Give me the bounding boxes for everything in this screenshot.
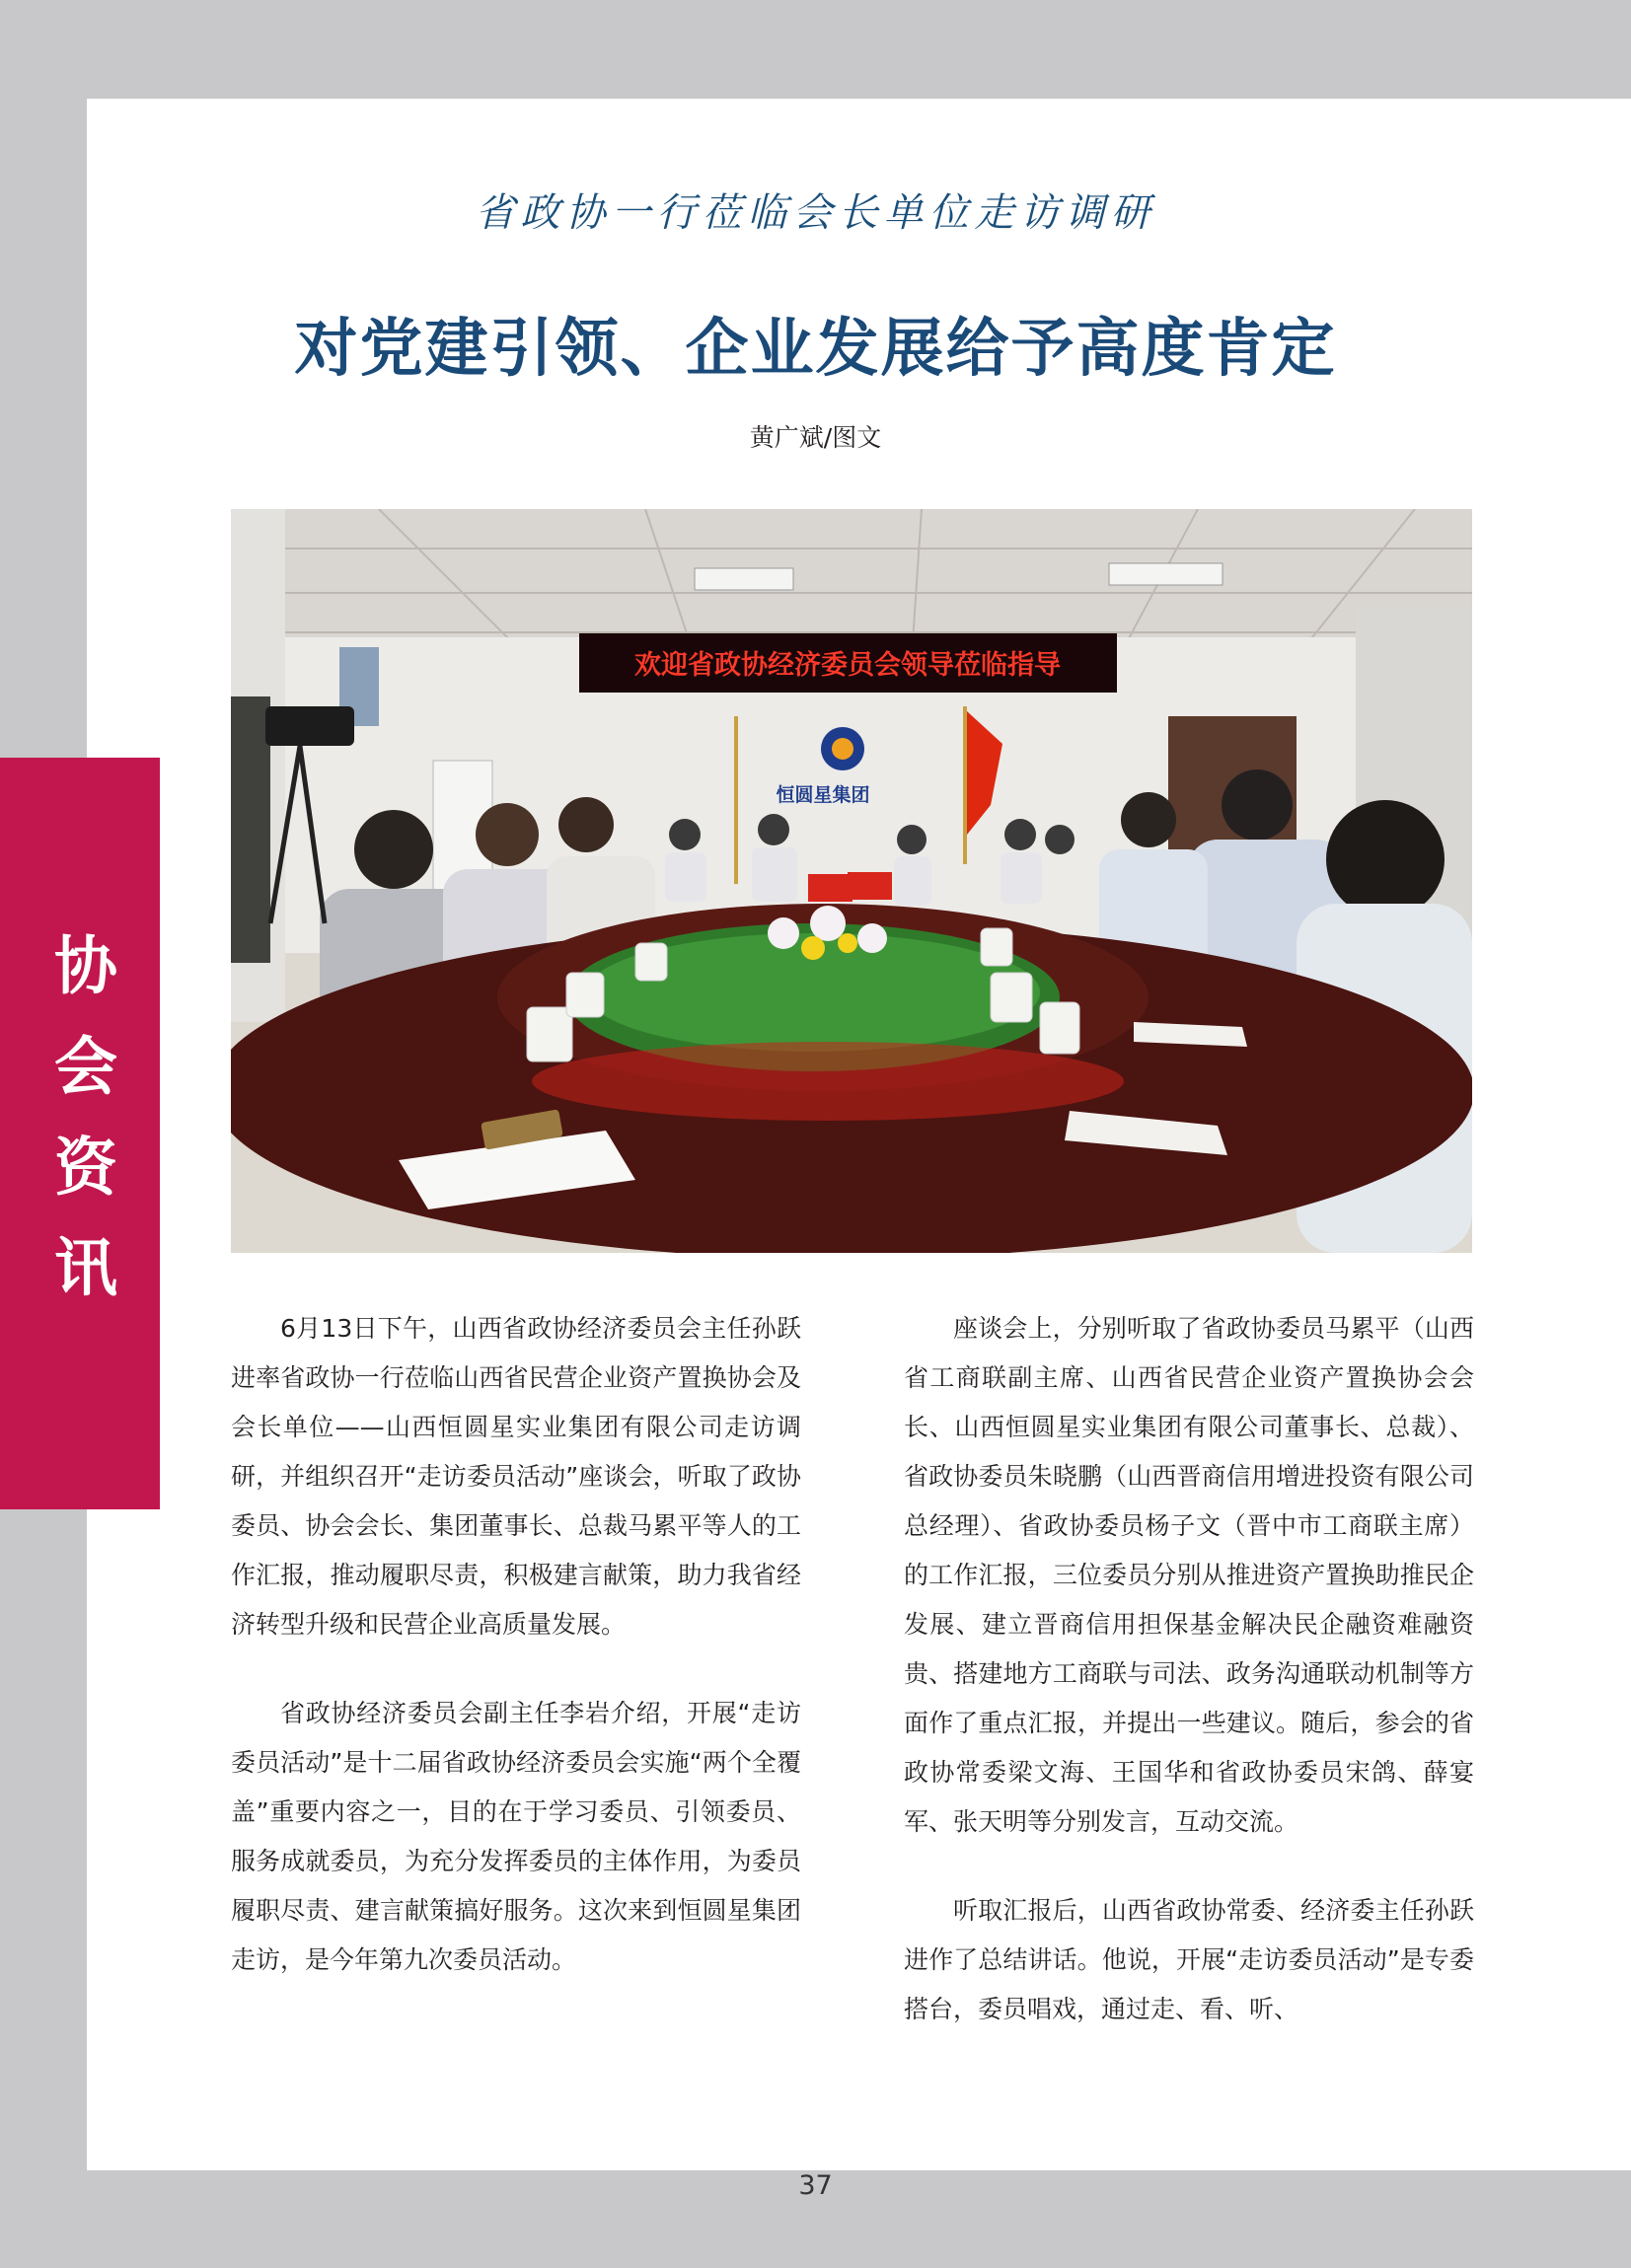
company-logo-text: 恒圆星集团 — [776, 785, 870, 806]
paragraph: 省政协经济委员会副主任李岩介绍，开展“走访委员活动”是十二届省政协经济委员会实施“两个全覆盖”重要内容之一，目的在于学习委员、引领委员、服务成就委员，为充分发挥委员的主体作用，为委员履职尽责、建言献策搞好服务。这次来到恒圆星集团走访，是今年第九次委员活动。 — [231, 1699, 801, 1974]
meeting-photo — [231, 509, 1472, 1253]
page-number: 37 — [798, 2170, 833, 2201]
article-subtitle: 省政协一行莅临会长单位走访调研 — [475, 190, 1156, 236]
paragraph: 6月13日下午，山西省政协经济委员会主任孙跃进率省政协一行莅临山西省民营企业资产置换协会及会长单位——山西恒圆星实业集团有限公司走访调研，并组织召开“走访委员活动”座谈会，听取了政协委员、协会会长、集团董事长、总裁马累平等人的工作汇报，推动履职尽责，积极建言献策，助力我省经济转型升级和民营企业高质量发展。 — [231, 1314, 801, 1639]
paragraph: 听取汇报后，山西省政协常委、经济委主任孙跃进作了总结讲话。他说，开展“走访委员活动”是专委搭台，委员唱戏，通过走、看、听、 — [904, 1896, 1474, 2023]
led-banner-text: 欢迎省政协经济委员会领导莅临指导 — [634, 650, 1061, 680]
article-byline: 黄广斌/图文 — [749, 423, 882, 452]
meeting-photo-illustration — [231, 509, 1472, 1253]
article-title: 对党建引领、企业发展给予高度肯定 — [294, 313, 1337, 386]
section-tab — [0, 758, 160, 1509]
text-column-right — [904, 1304, 1474, 2074]
section-label: 协会资讯 — [43, 932, 116, 1335]
text-column-left — [231, 1304, 801, 2024]
paragraph: 座谈会上，分别听取了省政协委员马累平（山西省工商联副主席、山西省民营企业资产置换协会会长、山西恒圆星实业集团有限公司董事长、总裁）、省政协委员朱晓鹏（山西晋商信用增进投资有限公司总经理）、省政协委员杨子文（晋中市工商联主席）的工作汇报，三位委员分别从推进资产置换助推民企发展、建立晋商信用担保基金解决民企融资难融资贵、搭建地方工商联与司法、政务沟通联动机制等方面作了重点汇报，并提出一些建议。随后，参会的省政协常委梁文海、王国华和省政协委员宋鸽、薛宴军、张天明等分别发言，互动交流。 — [904, 1314, 1474, 1836]
